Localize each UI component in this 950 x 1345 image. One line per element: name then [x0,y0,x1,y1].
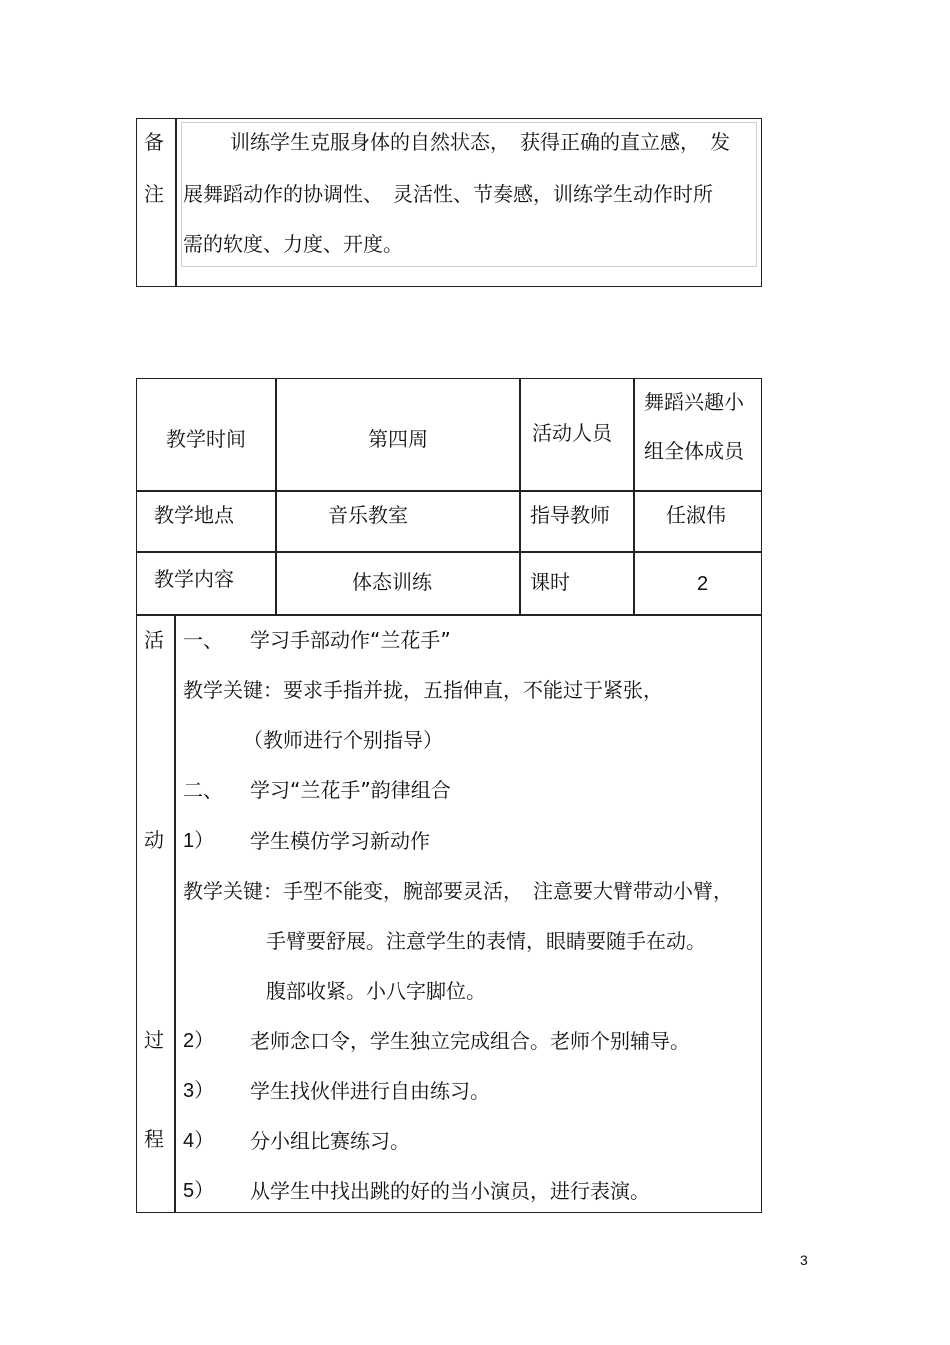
table-row-divider [136,614,762,616]
step-marker: 2） [183,1030,215,1052]
key-point: 腹部收紧。小八字脚位。 [266,979,486,1003]
remarks-label-char: 注 [144,182,164,206]
step-marker: 5） [183,1180,215,1202]
remarks-divider [175,119,177,286]
step-marker: 4） [183,1130,215,1152]
item-text: 学习“兰花手”韵律组合 [250,778,451,802]
remarks-line: 训练学生克服身体的自然状态， 获得正确的直立感， 发 [230,130,730,154]
people-value: 组全体成员 [644,439,744,463]
step-marker: 1） [183,830,215,852]
process-label-char: 活 [144,628,164,652]
table-column-divider [633,378,635,615]
table-column-divider [519,378,521,615]
key-point: 教学关键：手型不能变，腕部要灵活， 注意要大臂带动小臂， [183,879,733,903]
content-label: 教学内容 [154,567,234,591]
teacher-value: 任淑伟 [666,503,726,527]
step-text: 学生找伙伴进行自由练习。 [250,1079,490,1103]
item-marker: 二、 [183,778,223,802]
hours-value: 2 [697,573,709,595]
hours-label: 课时 [530,570,570,594]
teacher-label: 指导教师 [530,503,610,527]
process-label-char: 过 [144,1028,164,1052]
process-label-char: 动 [144,828,164,852]
key-point: 教学关键：要求手指并拢，五指伸直，不能过于紧张， [183,678,663,702]
time-label: 教学时间 [166,427,246,451]
process-label-char: 程 [144,1127,164,1151]
place-label: 教学地点 [154,503,234,527]
item-text: 学习手部动作“兰花手” [250,628,451,652]
remarks-line: 需的软度、力度、开度。 [183,232,403,256]
remarks-line: 展舞蹈动作的协调性、 灵活性、节奏感，训练学生动作时所 [183,182,713,206]
table-row-divider [136,490,762,492]
table-row-divider [136,551,762,553]
key-point: 手臂要舒展。注意学生的表情，眼睛要随手在动。 [266,929,706,953]
step-text: 从学生中找出跳的好的当小演员，进行表演。 [250,1179,650,1203]
content-value: 体态训练 [352,570,432,594]
item-marker: 一、 [183,628,223,652]
table-column-divider [275,378,277,615]
page-number: 3 [800,1252,808,1268]
step-text: 学生模仿学习新动作 [250,829,430,853]
people-label: 活动人员 [532,421,612,445]
step-text: 老师念口令，学生独立完成组合。老师个别辅导。 [250,1029,690,1053]
step-text: 分小组比赛练习。 [250,1129,410,1153]
note: （教师进行个别指导） [243,728,443,752]
remarks-label-char: 备 [144,130,164,154]
step-marker: 3） [183,1080,215,1102]
process-label-divider [174,614,176,1213]
people-value: 舞蹈兴趣小 [644,390,744,414]
time-value: 第四周 [368,427,428,451]
place-value: 音乐教室 [328,503,408,527]
